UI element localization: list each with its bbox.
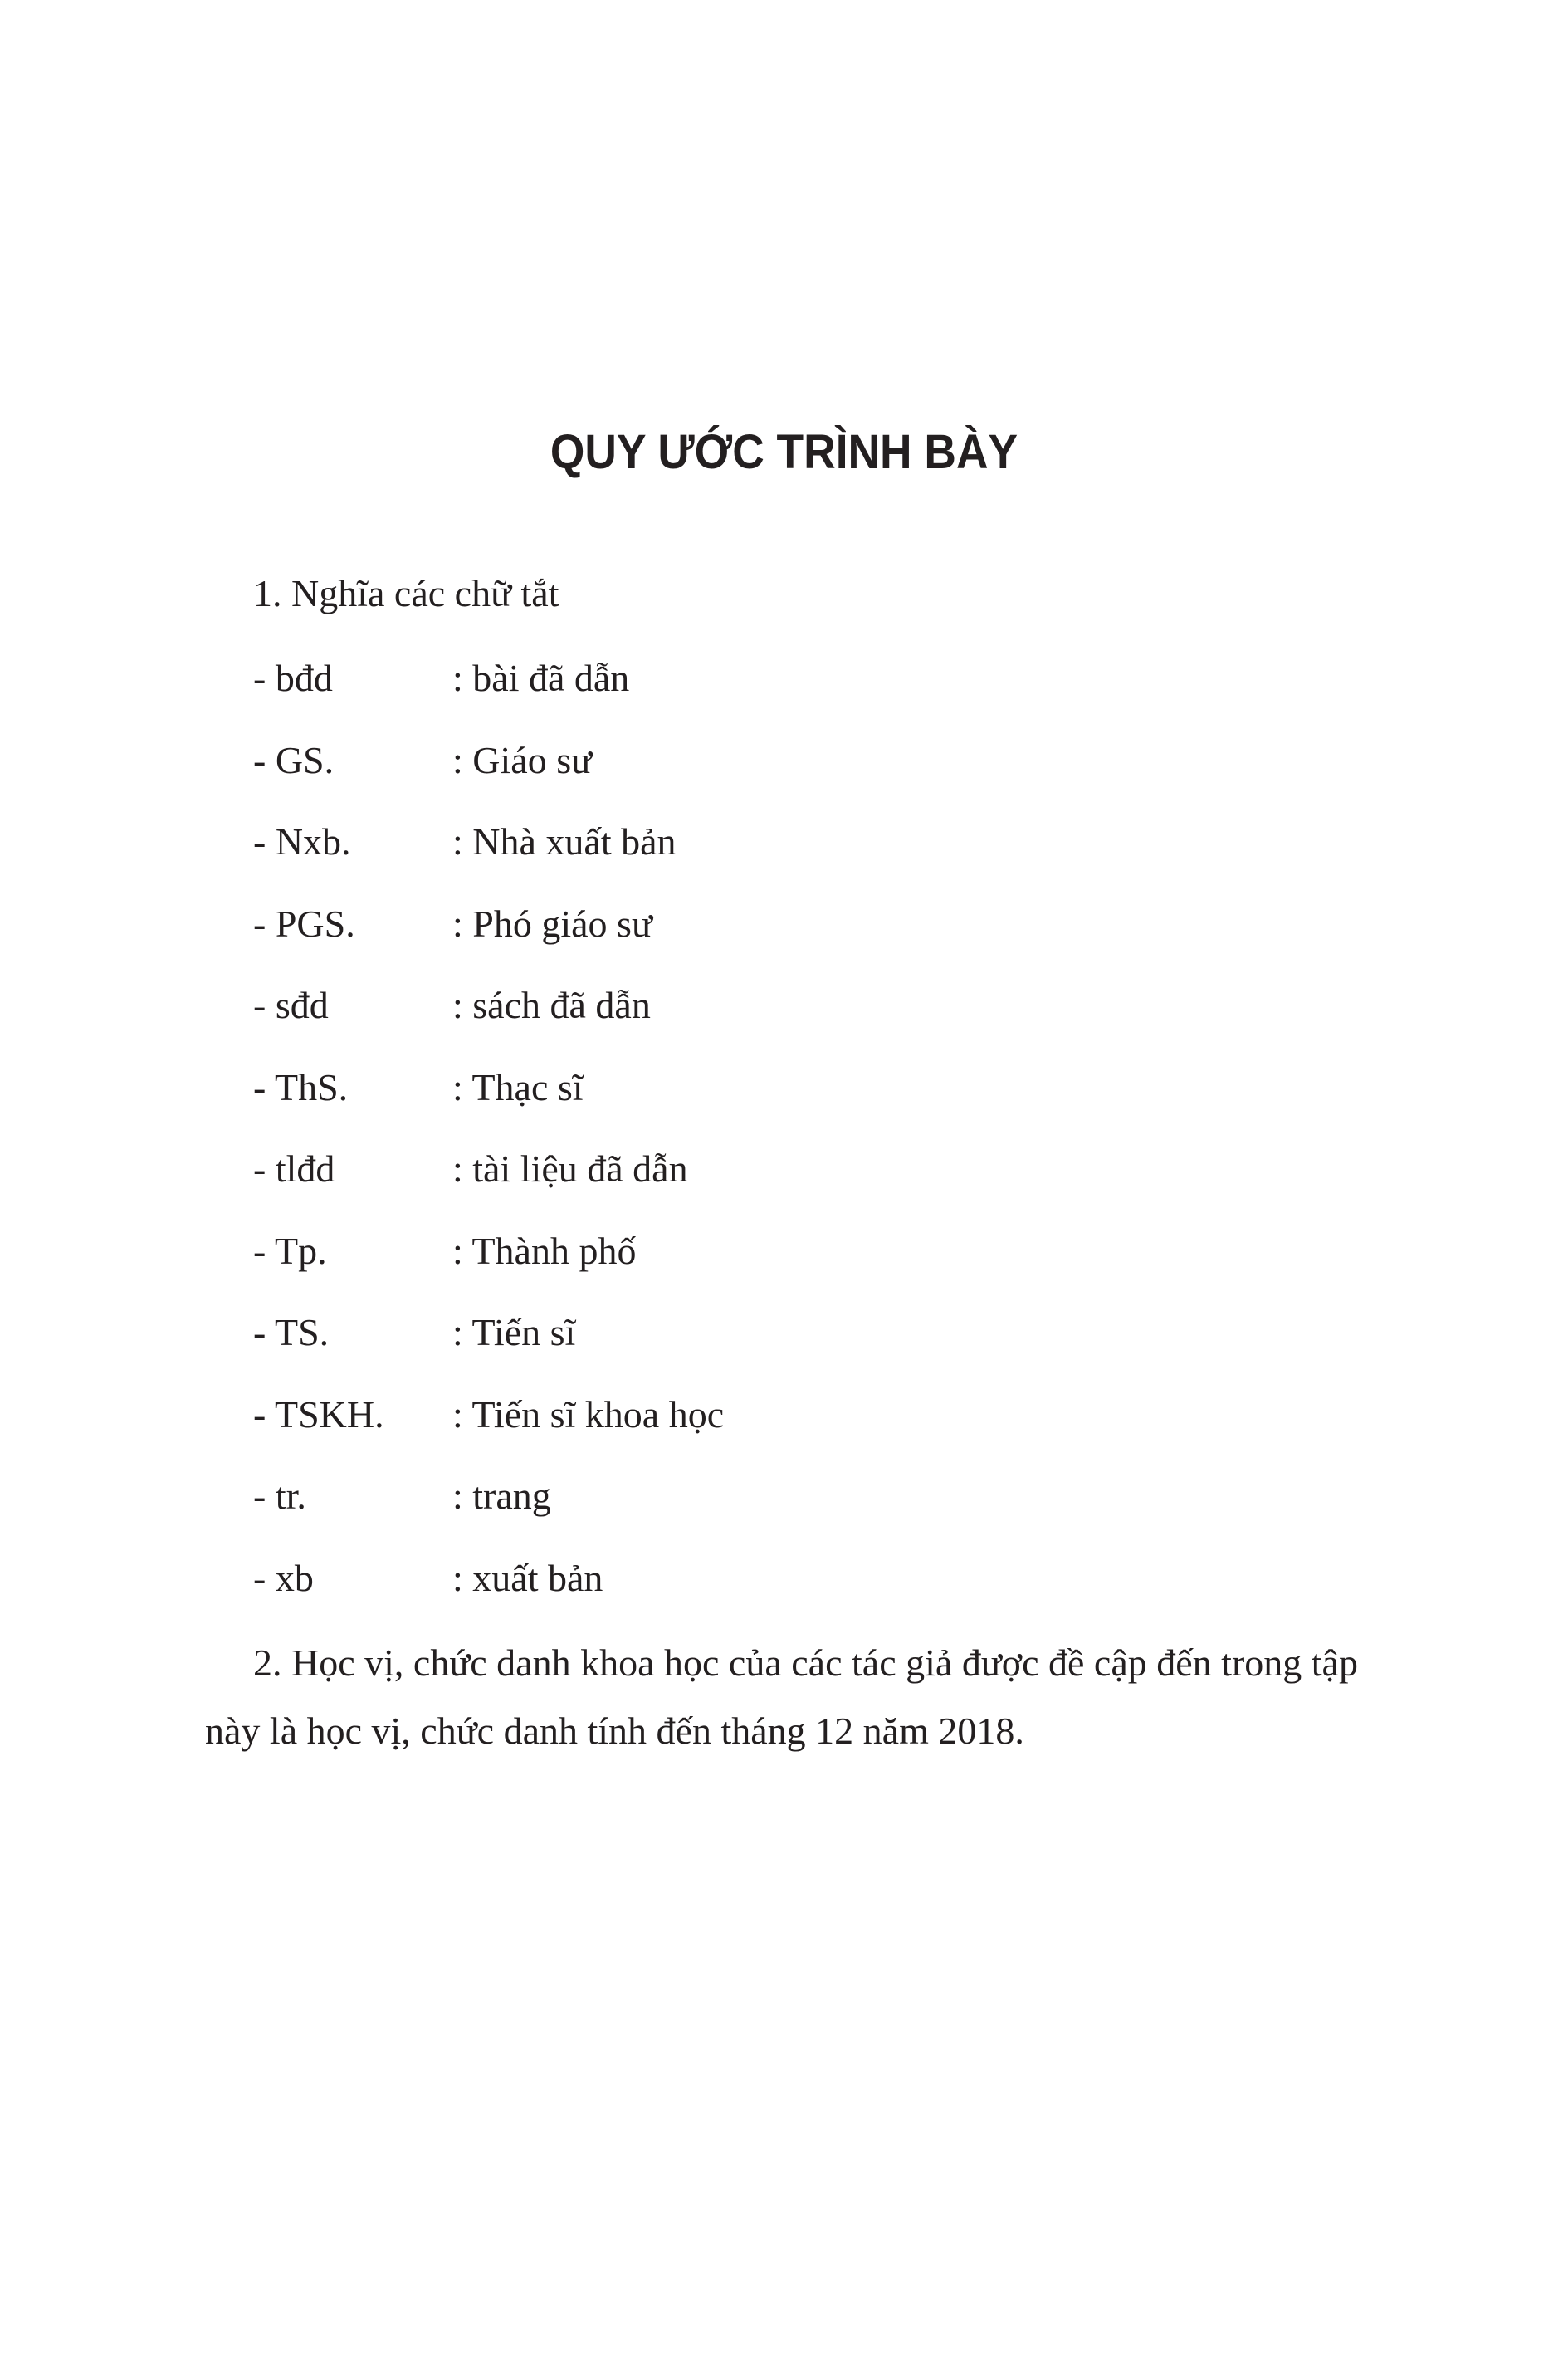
abbreviation-term: - TSKH. [253, 1392, 384, 1436]
abbreviation-row [253, 1304, 1415, 1386]
abbreviation-list [253, 649, 1415, 1631]
abbreviation-definition: : sách đã dẫn [452, 984, 651, 1026]
abbreviation-definition: : Thạc sĩ [452, 1065, 584, 1108]
abbreviation-term: - GS. [253, 738, 335, 781]
abbreviation-term: - PGS. [253, 902, 355, 945]
abbreviation-definition: : bài đã dẫn [452, 657, 630, 699]
abbreviation-term: - sđd [253, 984, 329, 1026]
abbreviation-definition: : Phó giáo sư [452, 902, 652, 945]
abbreviation-row [253, 1140, 1415, 1222]
abbreviation-definition: : tài liệu đã dẫn [452, 1147, 688, 1190]
abbreviation-term: - TS. [253, 1311, 330, 1353]
abbreviation-row [253, 1467, 1415, 1549]
abbreviation-definition: : xuất bản [452, 1556, 603, 1599]
page-title: QUY ƯỚC TRÌNH BÀY [550, 425, 1018, 479]
abbreviation-term: - tr. [253, 1475, 306, 1517]
abbreviation-term: - ThS. [253, 1065, 349, 1108]
abbreviation-definition: : Giáo sư [452, 738, 593, 781]
section-1-heading: 1. Nghĩa các chữ tắt [253, 572, 559, 614]
abbreviation-definition: : Thành phố [452, 1229, 637, 1272]
abbreviation-row [253, 649, 1415, 731]
abbreviation-term: - tlđd [253, 1147, 335, 1190]
abbreviation-definition: : Tiến sĩ [452, 1311, 576, 1353]
abbreviation-row [253, 976, 1415, 1059]
section-2-paragraph: 2. Học vị, chức danh khoa học của các tác giả được đề cập đến trong tập này là học vị, chức danh tính đến tháng 12 năm 2018. [205, 1641, 1358, 1752]
abbreviation-definition: : Tiến sĩ khoa học [452, 1392, 725, 1436]
abbreviation-row [253, 1549, 1415, 1631]
abbreviation-row [253, 813, 1415, 895]
abbreviation-term: - xb [253, 1556, 314, 1599]
abbreviation-row [253, 1059, 1415, 1141]
abbreviation-row [253, 895, 1415, 977]
abbreviation-term: - bđd [253, 657, 333, 699]
abbreviation-row [253, 1222, 1415, 1304]
abbreviation-definition: : trang [452, 1475, 551, 1517]
abbreviation-row [253, 731, 1415, 814]
abbreviation-definition: : Nhà xuất bản [452, 820, 677, 863]
abbreviation-term: - Tp. [253, 1229, 327, 1272]
abbreviation-term: - Nxb. [253, 820, 351, 863]
abbreviation-row [253, 1386, 1415, 1468]
